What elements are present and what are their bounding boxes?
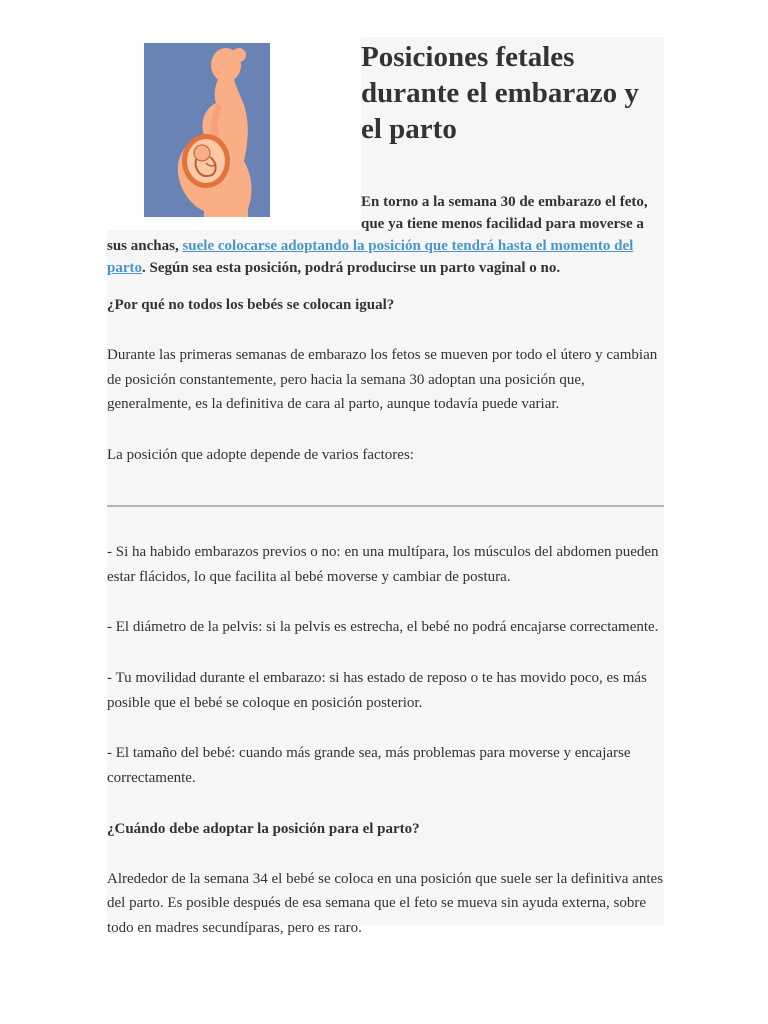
intro-text: En torno a la semana 30 de embarazo el feto, que ya tiene menos facilidad para moverse a sus anchas, (107, 194, 648, 254)
intro-end: . Según sea esta posición, podrá producirse un parto vaginal o no. (142, 260, 561, 276)
section-heading-why: ¿Por qué no todos los bebés se colocan igual? (107, 297, 395, 313)
pregnant-woman-silhouette-icon (144, 43, 270, 217)
article (107, 37, 664, 941)
factor-mobility: - Tu movilidad durante el embarazo: si has estado de reposo o te has movido poco, es más posible que el bebé se coloque en posición posterior. (107, 669, 647, 711)
intro-link[interactable]: suele colocarse adoptando la posición que tendrá hasta el momento del parto (107, 238, 634, 276)
pregnancy-illustration (107, 37, 361, 217)
paragraph-week-34: Alrededor de la semana 34 el bebé se coloca en una posición que suele ser la definitiva antes del parto. Es posible después de esa semana que el feto se mueva sin ayuda externa, sobre todo en madres secundíparas, pero es raro. (107, 870, 664, 937)
factor-pelvis-diameter: - El diámetro de la pelvis: si la pelvis es estrecha, el bebé no podrá encajarse correctamente. (107, 619, 659, 636)
factor-baby-size: - El tamaño del bebé: cuando más grande sea, más problemas para moverse y encajarse correctamente. (107, 745, 631, 787)
article-title: Posiciones fetales durante el embarazo y el parto (361, 41, 639, 145)
paragraph-factors-intro: La posición que adopte depende de varios factores: (107, 447, 414, 464)
section-heading-when: ¿Cuándo debe adoptar la posición para el parto? (107, 820, 420, 837)
paragraph-early-weeks: Durante las primeras semanas de embarazo los fetos se mueven por todo el útero y cambian de posición constantemente, pero hacia la semana 30 adoptan una posición que, generalmente, es la definitiva de cara al parto, aunque todavía puede variar. (107, 347, 658, 413)
factor-previous-pregnancies: - Si ha habido embarazos previos o no: en una multípara, los músculos del abdomen pueden estar flácidos, lo que facilita al bebé moverse y cambiar de postura. (107, 543, 659, 585)
divider (107, 505, 664, 507)
